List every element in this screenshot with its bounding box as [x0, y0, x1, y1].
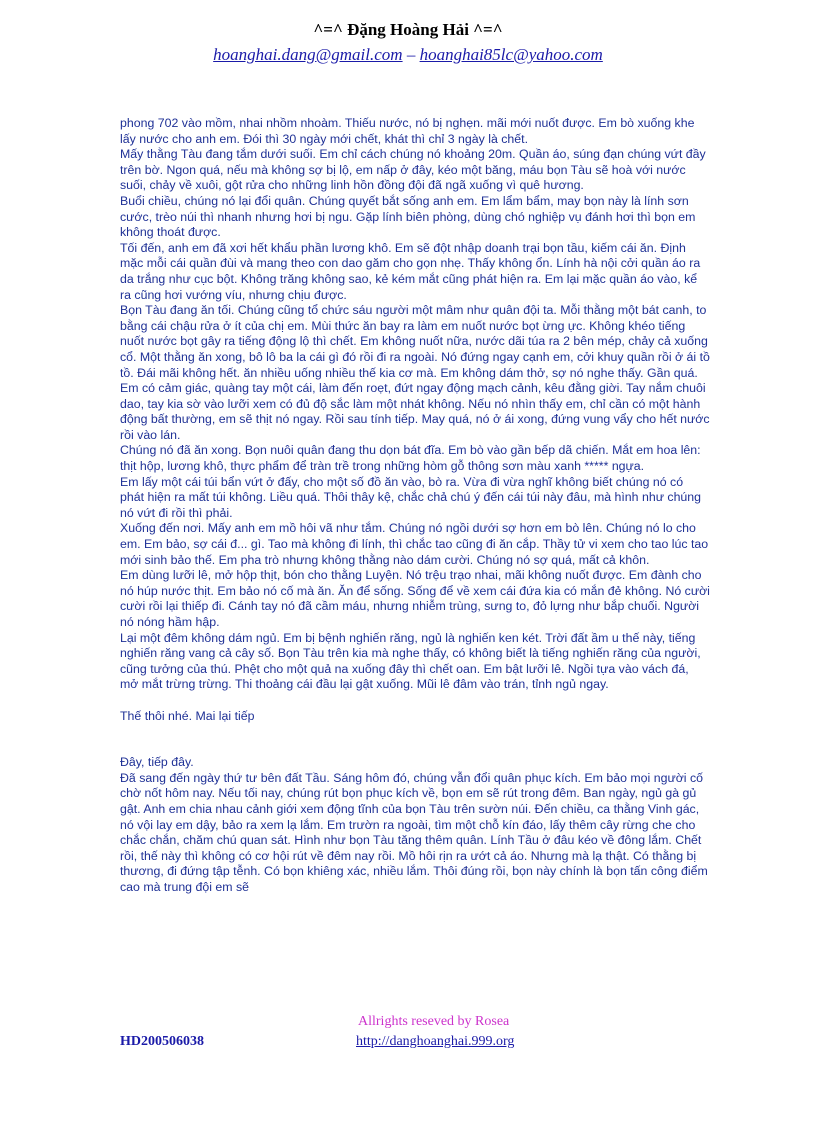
document-body — [120, 116, 710, 896]
paragraph: Buổi chiều, chúng nó lại đổi quân. Chúng quyết bắt sống anh em. Em lẩm bẩm, may bọn này là lính sơn cước, trèo núi thì nhanh nhưng hơi bị ngu. Gặp lính biên phòng, dùng chó nghiệp vụ đánh hơi thì bọn em không thoát được. — [120, 193, 696, 240]
email-separator: – — [402, 45, 420, 64]
paragraph: Chúng nó đã ăn xong. Bọn nuôi quân đang thu dọn bát đĩa. Em bò vào gần bếp dã chiến. Mắt em hoa lên: thịt hộp, lương khô, thực phẩm để tràn trề trong những hòm gỗ thông sơn màu xanh ***** ngựa. — [120, 443, 701, 474]
paragraph: phong 702 vào mồm, nhai nhồm nhoàm. Thiếu nước, nó bị nghẹn. mãi mới nuốt được. Em bò xuống khe lấy nước cho anh em. Đói thì 30 ngày mới chết, khát thì chỉ 3 ngày là chết. — [120, 116, 695, 146]
email-link-gmail[interactable]: hoanghai.dang@gmail.com — [213, 45, 403, 64]
paragraph: Tối đến, anh em đã xơi hết khẩu phần lương khô. Em sẽ đột nhập doanh trại bọn tầu, kiếm cái ăn. Định mặc mỗi cái quần đùi và mang theo con dao găm cho gọn nhẹ. Thấy không ổn. Lính hà nội cởi quần áo ra da trắng như cục bột. Không trăng không sao, kẻ kém mắt cũng phát hiện ra. Em lại mặc quần áo vào, kể ra cũng hơi vướng víu, nhưng chịu được. — [120, 240, 701, 302]
page-header-title: ^=^ Đặng Hoàng Hải ^=^ — [313, 20, 503, 39]
footer-credit: Allrights reseved by Rosea — [358, 1014, 510, 1029]
paragraph: Em dùng lưỡi lê, mở hộp thịt, bón cho thằng Luyện. Nó trệu trạo nhai, mãi không nuốt được. Em đành cho nó húp nước thịt. Em bảo nó cố mà ăn. Ăn để sống. Sống để về xem cái đứa kia có mắn đẻ không. Nó cười cười rồi lại thiếp đi. Cánh tay nó đã cầm máu, nhưng nhiễm trùng, sưng to, đỏ lựng như bắp chuối. Người nó nóng hầm hập. — [120, 568, 710, 629]
paragraph: Xuống đến nơi. Mấy anh em mồ hôi vã như tắm. Chúng nó ngồi dưới sợ hơn em bò lên. Chúng nó lo cho em. Em bảo, sợ cái đ... gì. Tao mà không đi lính, thì chắc tao cũng đi ăn cắp. Thầy tử vi xem cho tao lúc tao mới sinh bảo thế. Em pha trò nhưng không thằng nào dám cười. Chúng nó sợ quá, mất cả khôn. — [120, 521, 709, 567]
email-link-yahoo[interactable]: hoanghai85lc@yahoo.com — [419, 45, 603, 64]
paragraph: Thế thôi nhé. Mai lại tiếp — [120, 708, 255, 723]
footer-document-code: HD200506038 — [120, 1034, 204, 1049]
footer-website-link[interactable]: http://danghoanghai.999.org — [356, 1034, 515, 1049]
paragraph: Lại một đêm không dám ngủ. Em bị bệnh nghiến răng, ngủ là nghiến ken két. Trời đất ầm u thế này, tiếng nghiến răng vang cả cây số. Bọn Tàu trên kia mà nghe thấy, có không biết là tiếng nghiến răng của người, cũng tưởng của thú. Phệt cho một quả na xuống đây thì chết oan. Em bật lưỡi lê. Ngồi tựa vào vách đá, mở mắt trừng trừng. Thi thoảng cái đầu lại gật xuống. Mũi lê đâm vào trán, tỉnh ngủ ngay. — [120, 630, 701, 692]
header-contact-line — [0, 45, 816, 65]
paragraph: Đây, tiếp đây. — [120, 755, 194, 770]
paragraph: Bọn Tàu đang ăn tối. Chúng cũng tổ chức sáu người một mâm như quân đội ta. Mỗi thằng một bát canh, to bằng cái chậu rửa ở ít của chị em. Mùi thức ăn bay ra làm em nuốt nước bọt ừng ực. Không khéo tiếng nuốt nước bọt gây ra tiếng động lộ thì chết. Em không nuốt nữa, nước dãi túa ra 2 bên mép, chảy cả xuống cổ. Một thằng ăn xong, bô lô ba la cái gì đó rồi đi ra ngoài. Nó đứng ngay cạnh em, cởi khuy quần rồi ở ái tồ tồ. Đái mãi không hết. ăn nhiều uống nhiều thế kia cơ mà. Em không dám thở, sợ nó nghe thấy. Gần quá. Em có cảm giác, quàng tay một cái, làm đến roẹt, đứt ngay động mạch cảnh, kêu đằng giời. Tay nắm chuôi dao, tay kia sờ vào lưỡi xem có đủ độ sắc làm một nhát không. Nếu nó nhìn thấy em, chỉ cần có một hành động bất thường, em sẽ thịt nó ngay. Rồi sau tính tiếp. May quá, nó ở ái xong, đứng vung vẩy cho hết nước rồi vào lán. — [120, 303, 710, 442]
paragraph: Mấy thằng Tàu đang tắm dưới suối. Em chỉ cách chúng nó khoảng 20m. Quần áo, súng đạn chúng vứt đầy trên bờ. Ngon quá, nếu mà không sợ bị lộ, em nấp ở đây, kéo một băng, máu bọn Tàu sẽ hoà với nước suối, chảy về xuôi, gột rửa cho những linh hồn đồng đội đã ngã xuống vì quê hương. — [120, 147, 706, 193]
paragraph: Em lấy một cái túi bẩn vứt ở đấy, cho một số đồ ăn vào, bò ra. Vừa đi vừa nghĩ không biết chúng nó có phát hiện ra mất túi không. Liều quá. Thôi thây kệ, chắc chả chú ý đến cái túi này đâu, mà hình như chúng nó vứt đi rồi thì phải. — [120, 474, 702, 520]
paragraph: Đã sang đến ngày thứ tư bên đất Tầu. Sáng hôm đó, chúng vẫn đổi quân phục kích. Em bảo mọi người cố chờ nốt hôm nay. Nếu tối nay, chúng rút bọn phục kích về, bọn em sẽ rút trong đêm. Ban ngày, ngủ gà gủ gật. Anh em chia nhau cảnh giới xem động tĩnh của bọn Tàu trên sườn núi. Đến chiều, ca thằng Vinh gác, nó vội lay em dậy, bảo ra xem lạ lắm. Em trườn ra ngoài, tìm một chỗ kín đáo, lấy thêm cây rừng che cho chắc chắn, chăm chú quan sát. Hình như bọn Tàu tăng thêm quân. Lính Tầu ở đâu kéo về đông lắm. Chết rồi, thế này thì không có cơ hội rút về đêm nay rồi. Mồ hôi rịn ra ướt cả áo. Nhưng mà lạ thật. Có thằng bị thương, đi đứng tập tễnh. Có bọn khiêng xác, nhiều lắm. Thôi đúng rồi, bọn này chính là bọn tấn công điểm cao mà trung đội em sẽ — [120, 770, 708, 894]
